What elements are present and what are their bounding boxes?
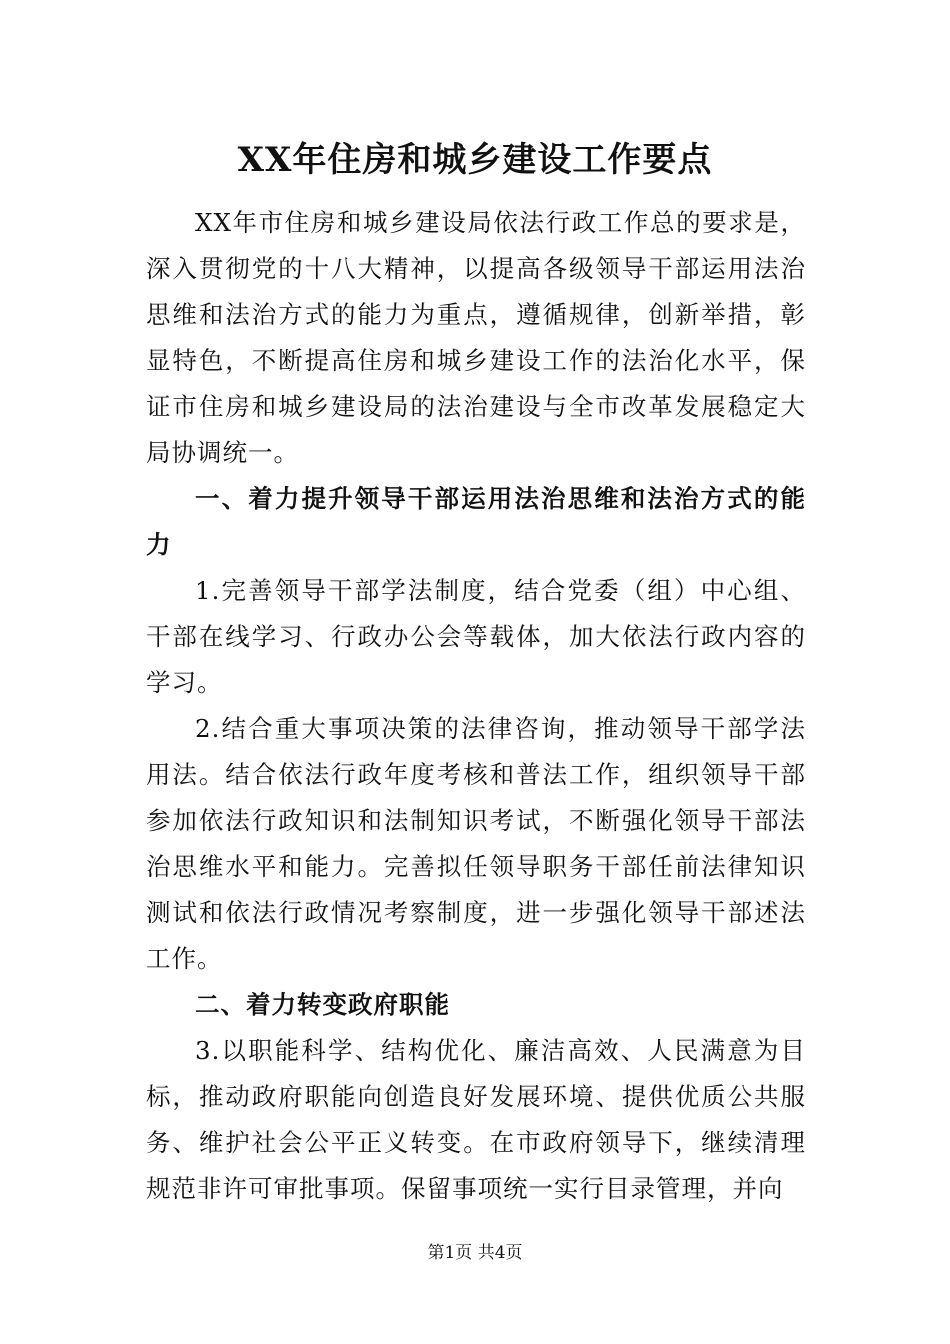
paragraph-intro: XX年市住房和城乡建设局依法行政工作总的要求是，深入贯彻党的十八大精神，以提高各级领导干部运用法治思维和法治方式的能力为重点，遵循规律，创新举措，彰显特色，不断提高住房和城乡建设工作的法治化水平，保证市住房和城乡建设局的法治建设与全市改革发展稳定大局协调统一。 xyxy=(146,208,806,467)
paragraph-item-3: 3.以职能科学、结构优化、廉洁高效、人民满意为目标，推动政府职能向创造良好发展环境、提供优质公共服务、维护社会公平正义转变。在市政府领导下，继续清理规范非许可审批事项。保留事项统一实行目录管理，并向 xyxy=(146,1036,806,1203)
paragraph-item-2: 2.结合重大事项决策的法律咨询，推动领导干部学法用法。结合依法行政年度考核和普法工作，组织领导干部参加依法行政知识和法制知识考试，不断强化领导干部法治思维水平和能力。完善拟任领导职务干部任前法律知识测试和依法行政情况考察制度，进一步强化领导干部述法工作。 xyxy=(146,714,806,973)
section-heading-1: 一、着力提升领导干部运用法治思维和法治方式的能力 xyxy=(146,484,806,559)
section-heading-2: 二、着力转变政府职能 xyxy=(195,990,450,1019)
page-number-footer: 第1页 共4页 xyxy=(427,1243,523,1263)
document-body xyxy=(146,200,806,1212)
paragraph-item-1: 1.完善领导干部学法制度，结合党委（组）中心组、干部在线学习、行政办公会等载体，加大依法行政内容的学习。 xyxy=(146,576,806,697)
document-title: XX年住房和城乡建设工作要点 xyxy=(237,140,713,180)
